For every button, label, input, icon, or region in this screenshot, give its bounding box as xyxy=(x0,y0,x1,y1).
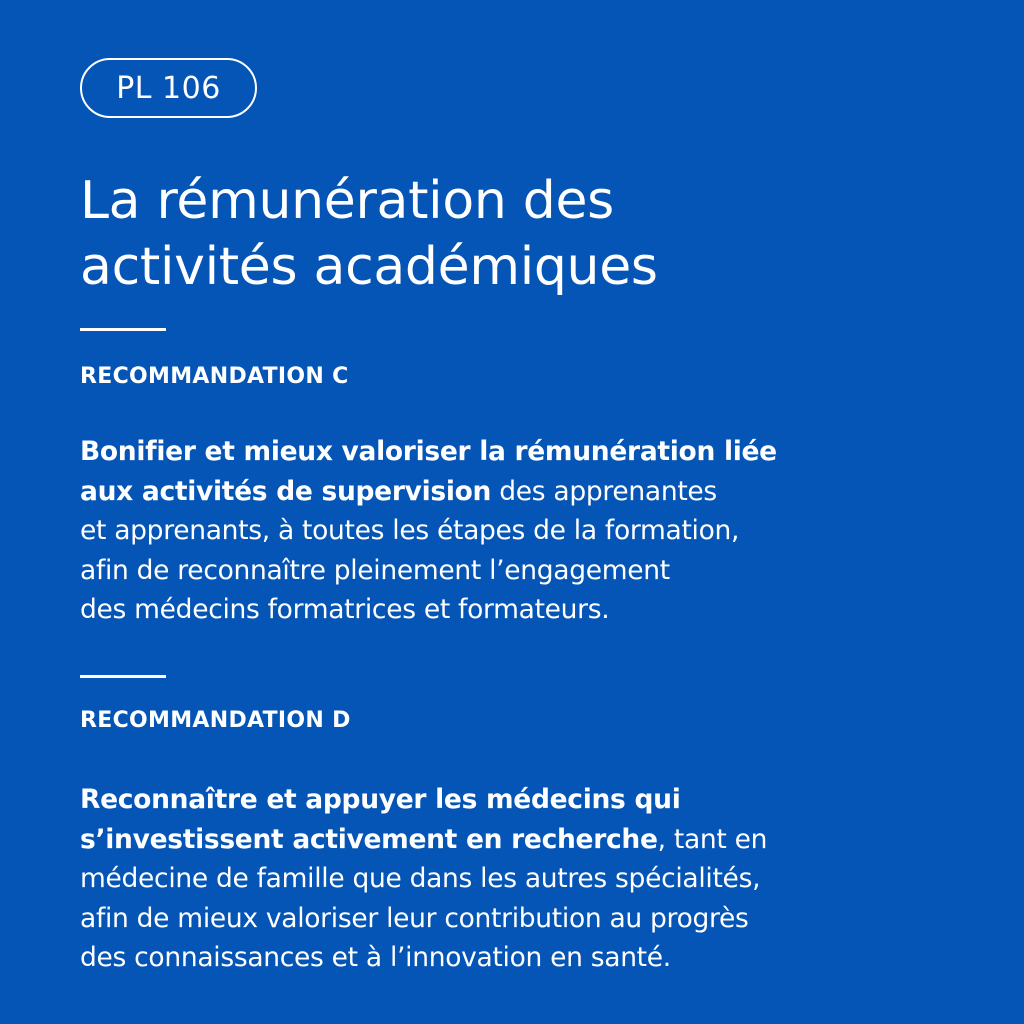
recommendation-c-line xyxy=(80,590,960,630)
emphasis-text: Reconnaître et appuyer les médecins qui xyxy=(80,784,681,815)
recommendation-c-label: RECOMMANDATION C xyxy=(80,364,349,389)
bill-badge-label: PL 106 xyxy=(116,70,221,106)
recommendation-c-text xyxy=(80,432,960,630)
recommendation-d-label: RECOMMANDATION D xyxy=(80,708,351,733)
recommendation-c-line xyxy=(80,551,960,591)
body-text: afin de reconnaître pleinement l’engagement xyxy=(80,554,670,586)
body-text: des connaissances et à l’innovation en santé. xyxy=(80,942,671,973)
body-text: et apprenants, à toutes les étapes de la formation, xyxy=(80,515,740,546)
emphasis-text: Bonifier et mieux valoriser la rémunération liée xyxy=(80,436,777,467)
section-divider xyxy=(80,675,166,678)
recommendation-d-line xyxy=(80,780,960,820)
recommendation-d-line xyxy=(80,938,960,978)
recommendation-c-line xyxy=(80,472,960,512)
recommendation-d-line xyxy=(80,820,960,860)
recommendation-d-line xyxy=(80,859,960,899)
emphasis-text: s’investissent activement en recherche xyxy=(80,823,658,855)
recommendation-d-text xyxy=(80,780,960,978)
emphasis-text: aux activités de supervision xyxy=(80,475,492,507)
bill-badge xyxy=(80,58,257,118)
body-text: , tant en xyxy=(657,823,768,855)
page-title-line-1: La rémunération des xyxy=(80,171,614,231)
body-text: médecine de famille que dans les autres spécialités, xyxy=(80,863,761,894)
recommendation-d-line xyxy=(80,899,960,939)
body-text: des médecins formatrices et formateurs. xyxy=(80,594,610,625)
recommendation-c-line xyxy=(80,432,960,472)
body-text: afin de mieux valoriser leur contribution au progrès xyxy=(80,902,749,934)
body-text: des apprenantes xyxy=(491,475,717,507)
section-divider xyxy=(80,328,166,331)
recommendation-c-line xyxy=(80,511,960,551)
page-title xyxy=(80,168,980,300)
page-title-line-2: activités académiques xyxy=(80,237,658,297)
